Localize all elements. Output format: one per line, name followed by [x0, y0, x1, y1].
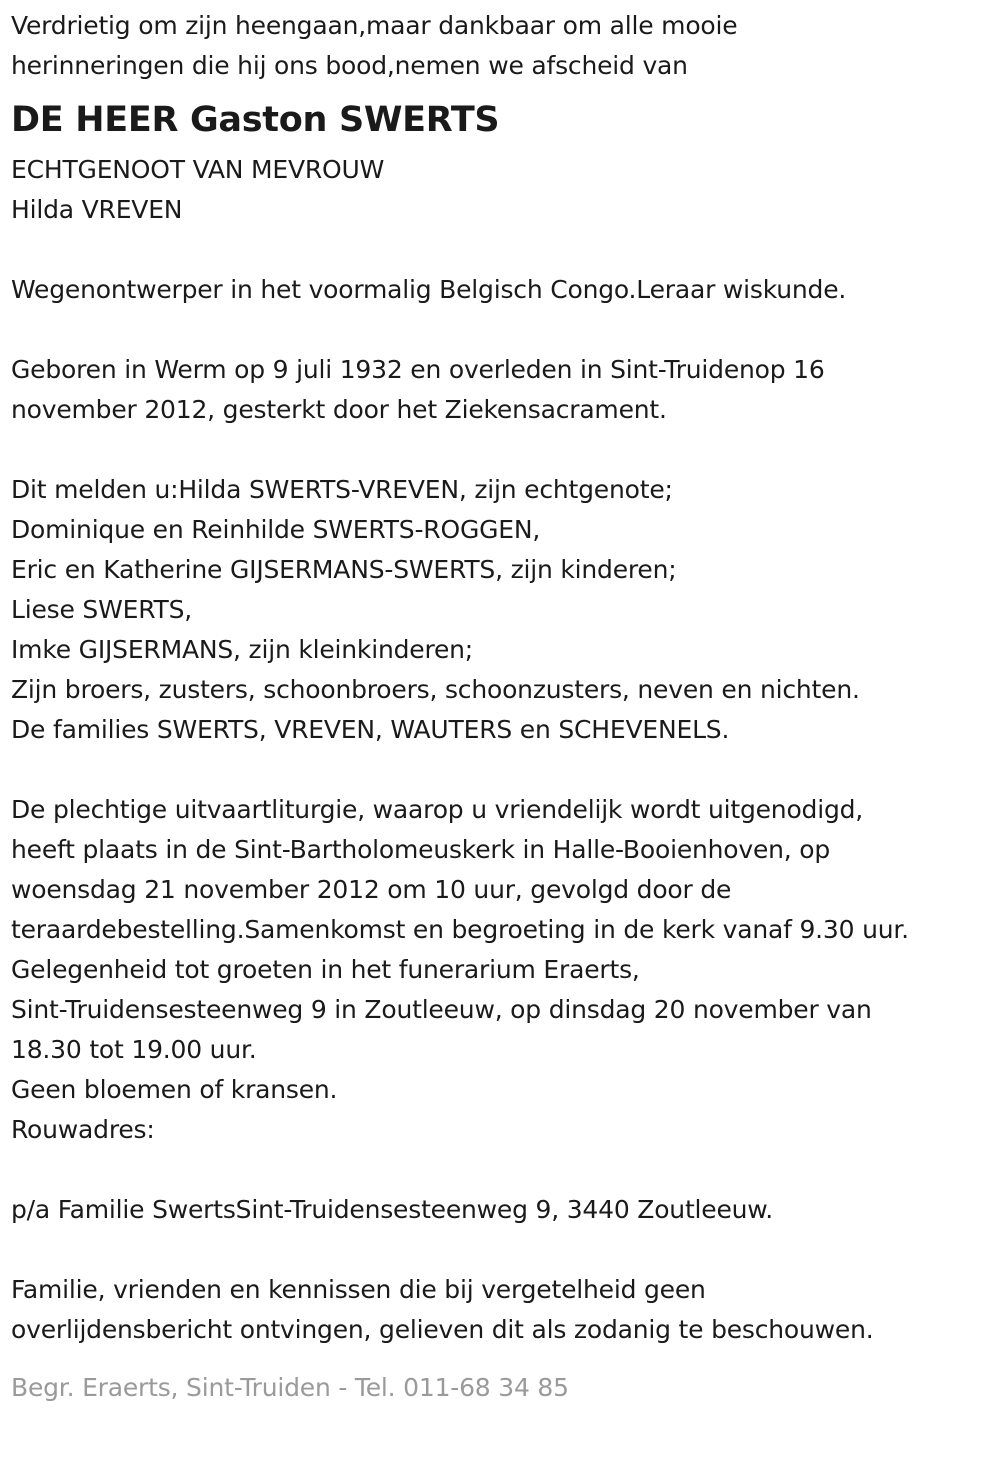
spouse-name: Hilda VREVEN — [11, 195, 183, 224]
intro-line: herinneringen die hij ons bood,nemen we afscheid van — [11, 51, 688, 80]
intro-text — [11, 6, 996, 86]
profession-text: Wegenontwerper in het voormalig Belgisch Congo.Leraar wiskunde. — [11, 275, 847, 304]
deceased-name: DE HEER Gaston SWERTS — [11, 100, 500, 140]
family-line: Dominique en Reinhilde SWERTS-ROGGEN, — [11, 515, 541, 544]
birth-death-line: Geboren in Werm op 9 juli 1932 en overleden in Sint-Truidenop 16 — [11, 355, 825, 384]
ceremony-line: teraardebestelling.Samenkomst en begroeting in de kerk vanaf 9.30 uur. — [11, 915, 909, 944]
closing-line: overlijdensbericht ontvingen, gelieven dit als zodanig te beschouwen. — [11, 1315, 874, 1344]
ceremony-line: heeft plaats in de Sint-Bartholomeuskerk in Halle-Booienhoven, op — [11, 835, 831, 864]
intro-line: Verdrietig om zijn heengaan,maar dankbaar om alle mooie — [11, 11, 738, 40]
funeral-home-footer: Begr. Eraerts, Sint-Truiden - Tel. 011-68 34 85 — [11, 1373, 569, 1402]
ceremony-line: 18.30 tot 19.00 uur. — [11, 1035, 257, 1064]
birth-death-text — [11, 350, 996, 430]
spacer — [11, 750, 996, 790]
family-list — [11, 470, 996, 750]
ceremony-line: Geen bloemen of kransen. — [11, 1075, 338, 1104]
birth-death-line: november 2012, gesterkt door het Ziekensacrament. — [11, 395, 667, 424]
ceremony-line: De plechtige uitvaartliturgie, waarop u vriendelijk wordt uitgenodigd, — [11, 795, 864, 824]
ceremony-line: Sint-Truidensesteenweg 9 in Zoutleeuw, op dinsdag 20 november van — [11, 995, 872, 1024]
spacer — [11, 310, 996, 350]
family-line: Imke GIJSERMANS, zijn kleinkinderen; — [11, 635, 474, 664]
spacer — [11, 430, 996, 470]
family-line: Dit melden u:Hilda SWERTS-VREVEN, zijn echtgenote; — [11, 475, 673, 504]
spacer — [11, 1150, 996, 1190]
ceremony-text — [11, 790, 996, 1150]
family-line: Liese SWERTS, — [11, 595, 193, 624]
mourning-address: p/a Familie SwertsSint-Truidensesteenweg 9, 3440 Zoutleeuw. — [11, 1195, 774, 1224]
spouse-title: ECHTGENOOT VAN MEVROUW — [11, 155, 385, 184]
spacer — [11, 230, 996, 270]
closing-text — [11, 1270, 996, 1350]
ceremony-line: Rouwadres: — [11, 1115, 155, 1144]
family-line: Zijn broers, zusters, schoonbroers, schoonzusters, neven en nichten. — [11, 675, 860, 704]
closing-line: Familie, vrienden en kennissen die bij vergetelheid geen — [11, 1275, 706, 1304]
obituary-notice — [11, 6, 996, 1408]
spacer — [11, 1230, 996, 1270]
family-line: De families SWERTS, VREVEN, WAUTERS en SCHEVENELS. — [11, 715, 730, 744]
ceremony-line: Gelegenheid tot groeten in het funerarium Eraerts, — [11, 955, 640, 984]
ceremony-line: woensdag 21 november 2012 om 10 uur, gevolgd door de — [11, 875, 732, 904]
family-line: Eric en Katherine GIJSERMANS-SWERTS, zijn kinderen; — [11, 555, 677, 584]
